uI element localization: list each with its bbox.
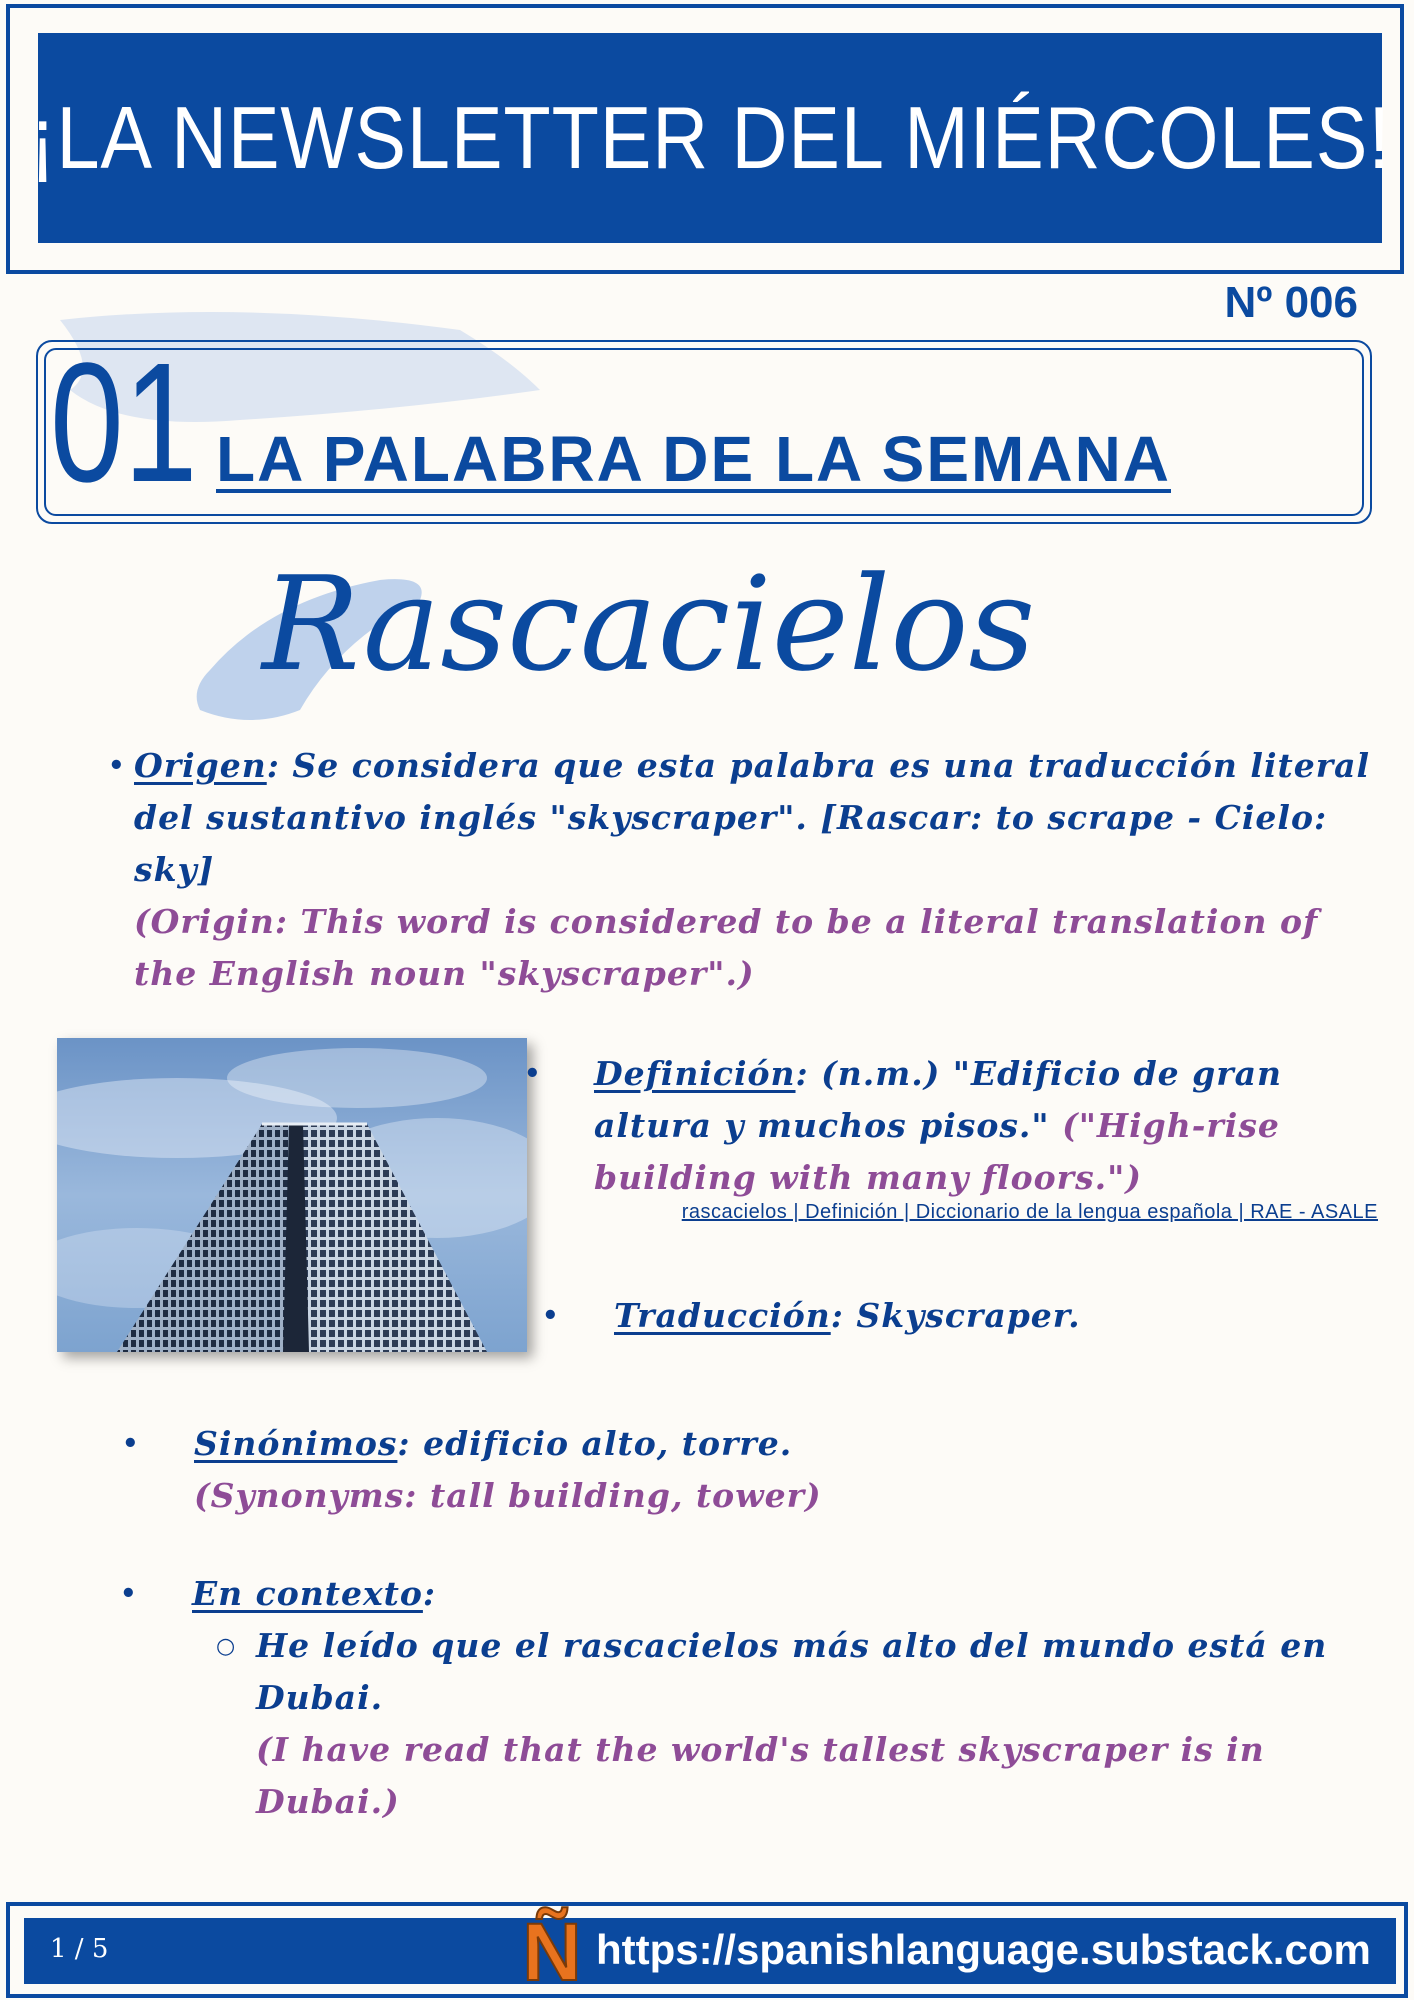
translation-text: : Skyscraper.: [830, 1296, 1081, 1335]
synonyms-item: [122, 1418, 1352, 1522]
context-item: [120, 1568, 1370, 1620]
context-example-spanish: He leído que el rascacielos más alto del mundo está en Dubai.: [256, 1626, 1328, 1717]
context-example: [216, 1620, 1376, 1828]
origin-item: [108, 740, 1374, 1000]
footer-url-link[interactable]: https://spanishlanguage.substack.com: [596, 1926, 1371, 1973]
synonyms-english: (Synonyms: tall building, tower): [194, 1476, 822, 1515]
definition-english: ("High-rise building with many floors."): [594, 1106, 1280, 1197]
header-banner: [29, 33, 1391, 243]
definition-item: [524, 1048, 1384, 1204]
enye-logo-icon: [514, 1896, 590, 1992]
origin-label: Origen: [134, 746, 267, 785]
synonyms-label: Sinónimos: [194, 1424, 398, 1463]
context-colon: :: [422, 1574, 437, 1613]
issue-number: Nº 006: [1224, 278, 1358, 327]
page-indicator: 1 / 5: [50, 1934, 109, 1964]
sub-bullet: ○: [216, 1633, 237, 1659]
svg-text:Ñ: Ñ: [522, 1907, 582, 1992]
context-example-english: (I have read that the world's tallest skyscraper is in Dubai.): [256, 1730, 1265, 1821]
bullet: •: [120, 1579, 138, 1609]
bullet: •: [542, 1301, 560, 1331]
rae-dictionary-link[interactable]: rascacielos | Definición | Diccionario de la lengua española | RAE - ASALE: [681, 1201, 1378, 1223]
origin-english: (Origin: This word is considered to be a literal translation of the English noun "skyscraper".): [134, 902, 1319, 993]
origin-spanish: : Se considera que esta palabra es una traducción literal del sustantivo inglés "skyscraper". [Rascar: to scrape - Cielo: sky]: [134, 746, 1371, 889]
newsletter-title: ¡LA NEWSLETTER DEL MIÉRCOLES!: [29, 88, 1391, 187]
word-of-the-week: Rascacielos: [262, 548, 1036, 700]
translation-label: Traducción: [614, 1296, 831, 1335]
bullet: •: [108, 751, 126, 781]
translation-item: [542, 1290, 1372, 1342]
section-number: 01: [50, 328, 198, 518]
bullet: •: [524, 1059, 542, 1089]
definition-spanish: : (n.m.) "Edificio de gran altura y muchos pisos.": [594, 1054, 1283, 1145]
definition-label: Definición: [594, 1054, 796, 1093]
context-label: En contexto: [192, 1574, 423, 1613]
synonyms-spanish: : edificio alto, torre.: [397, 1424, 793, 1463]
skyscraper-photo: [57, 1038, 527, 1352]
section-title: LA PALABRA DE LA SEMANA: [216, 423, 1171, 495]
bullet: •: [122, 1429, 140, 1459]
